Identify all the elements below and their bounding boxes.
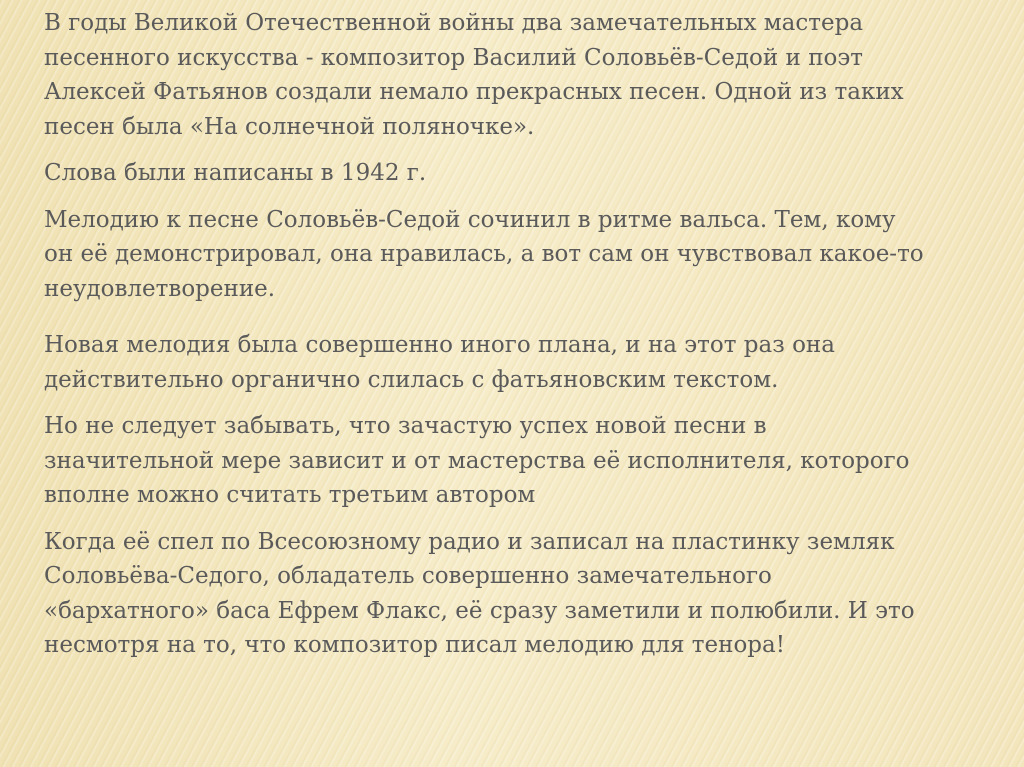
paragraph-words-date [44,156,994,191]
text-line: действительно органично слилась с фатьяновским текстом. [44,366,779,393]
text-line: «бархатного» баса Ефрем Флакс, её сразу заметили и полюбили. И это [44,597,915,624]
text-line: Но не следует забывать, что зачастую успех новой песни в [44,413,767,439]
text-line: песен была «На солнечной поляночке». [44,113,535,140]
text-line: В годы Великой Отечественной войны два замечательных мастера [44,10,864,36]
text-line: значительной мере зависит и от мастерства её исполнителя, которого [44,447,910,474]
text-line: Мелодию к песне Соловьёв-Седой сочинил в ритме вальса. Тем, кому [44,206,896,233]
text-line: вполне можно считать третьим автором [44,482,536,508]
paragraph-melody-waltz [44,203,994,307]
paragraph-new-melody [44,328,994,397]
text-line: Алексей Фатьянов создали немало прекрасных песен. Одной из таких [44,79,904,105]
text-line: он её демонстрировал, она нравилась, а вот сам он чувствовал какое-то [44,241,924,267]
text-line: Соловьёва-Седого, обладатель совершенно замечательного [44,563,772,589]
text-line: несмотря на то, что композитор писал мелодию для тенора! [44,632,785,658]
text-line: Новая мелодия была совершенно иного плана, и на этот раз она [44,332,835,358]
text-line: Когда её спел по Всесоюзному радио и записал на пластинку земляк [44,528,895,555]
paragraph-intro [44,6,994,144]
paragraph-radio-flaks [44,525,994,663]
text-line: неудовлетворение. [44,275,276,302]
slide-text-body [44,6,994,675]
paragraph-performer [44,409,994,513]
text-line: песенного искусства - композитор Василий Соловьёв-Седой и поэт [44,44,863,71]
text-line: Слова были написаны в 1942 г. [44,160,427,186]
